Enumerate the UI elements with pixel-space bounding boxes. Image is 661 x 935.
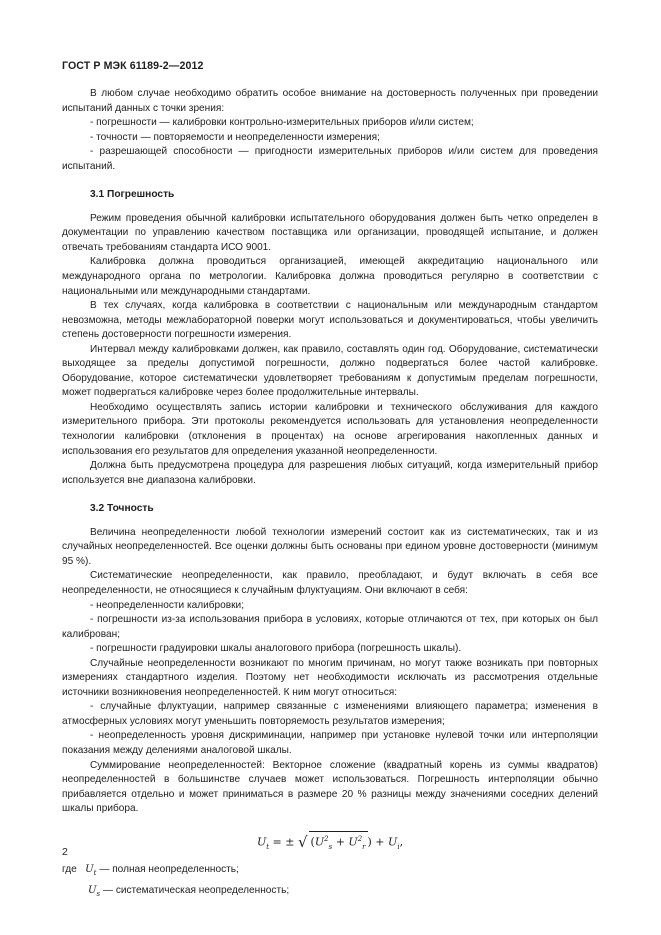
- list-item: - погрешности градуировки шкалы аналогового прибора (погрешность шкалы).: [90, 643, 462, 655]
- intro-item: - точности — повторяемости и неопределенности измерения;: [90, 131, 380, 143]
- formula-term2: U: [348, 835, 358, 849]
- page-number: 2: [62, 846, 68, 858]
- formula-end: ,: [399, 835, 404, 849]
- formula-term1-sup: 2: [324, 834, 329, 843]
- intro-item: - погрешности — калибровки контрольно-измерительных приборов и/или систем;: [90, 117, 474, 129]
- section-heading-3-2: 3.2 Точность: [90, 503, 154, 515]
- list-item: - случайные флуктуации, например связанные с изменениями влияющего параметра; изменения в атмосферных условиях могут уменьшить повторяемость результатов измерения;: [62, 701, 598, 727]
- formula-term1-sub: s: [328, 842, 333, 851]
- section-heading-3-1: 3.1 Погрешность: [90, 189, 175, 201]
- paragraph: Интервал между калибровками должен, как правило, составлять один год. Оборудование, систематически выходящее за пределы допустимой погрешности, должно подвергаться более частой калибровке. Оборудование, которое систематически удовлетворяет требованиям к допустимым пределам погрешности, может подвергаться калибровке через более продолжительные интервалы.: [62, 343, 598, 399]
- sqrt-icon: √: [297, 833, 308, 852]
- definition-text: — систематическая неопределенность;: [102, 885, 290, 897]
- where-definition: [88, 884, 598, 902]
- document-header: ГОСТ Р МЭК 61189-2—2012: [62, 60, 204, 72]
- paragraph: В тех случаях, когда калибровка в соответствии с национальным или международным стандартом невозможна, методы межлабораторной поверки могут использоваться и документироваться, чтобы увеличить степень достоверности погрешности измерения.: [62, 300, 598, 341]
- paragraph: Суммирование неопределенностей: Векторное сложение (квадратный корень из суммы квадратов) неопределенностей в большинстве случаев может использоваться. Погрешность интерполяции обычно прибавляется отдельно и может приниматься в размере 20 % разницы между значениями соседних делений шкалы прибора.: [62, 759, 598, 815]
- paragraph: Должна быть предусмотрена процедура для разрешения любых ситуаций, когда измерительный прибор используется вне диапазона калибровки.: [62, 460, 598, 486]
- formula-term2-sup: 2: [357, 834, 363, 843]
- definition-text: — полная неопределенность;: [99, 863, 239, 875]
- intro-item: - разрешающей способности — пригодности измерительных приборов и/или систем для проведения испытаний.: [62, 146, 598, 172]
- formula-plus: +: [335, 835, 345, 849]
- formula-radicand: ($U^2_s + U^2_r$: [309, 831, 368, 854]
- document-body: [62, 87, 598, 902]
- uncertainty-formula: [62, 831, 598, 853]
- formula-term1: U: [314, 835, 325, 849]
- where-definition: [62, 863, 598, 881]
- where-label: где: [62, 863, 77, 875]
- list-item: - неопределенности калибровки;: [90, 599, 244, 611]
- paragraph: Калибровка должна проводиться организацией, имеющей аккредитацию национального или международного органа по метрологии. Калибровка должна проводиться регулярно в соответствии с национальными или международными стандартами.: [62, 256, 598, 297]
- definition-symbol-sub: t: [93, 868, 97, 877]
- definition-symbol: U: [88, 885, 97, 897]
- paragraph: Величина неопределенности любой технологии измерений состоит как из систематических, так и из случайных неопределенностей. Все оценки должны быть основаны при едином уровне достоверности (минимум 95 %).: [62, 526, 598, 567]
- definition-symbol-sub: s: [96, 890, 101, 899]
- definition-symbol: U: [85, 863, 94, 875]
- formula-lhs-sub: t: [266, 842, 270, 851]
- formula-term2-sub: r: [362, 842, 366, 851]
- paragraph: Режим проведения обычной калибровки испытательного оборудования должен быть четко определен в документации по управлению качеством поставщика или организации, проводящей испытание, и должен отвечать требованиям стандарта ИСО 9001.: [62, 212, 598, 253]
- intro-paragraph: В любом случае необходимо обратить особое внимание на достоверность полученных при проведении испытаний данных с точки зрения:: [62, 88, 598, 114]
- formula-lhs: U: [256, 835, 267, 849]
- list-item: - погрешности из-за использования прибора в условиях, которые отличаются от тех, при которых он был калиброван;: [62, 614, 598, 640]
- list-item: - неопределенность уровня дискриминации, например при установке нулевой точки или интерполяции показания между делениями аналоговой шкалы.: [62, 730, 598, 756]
- paragraph: Необходимо осуществлять запись истории калибровки и технического обслуживания для каждого измерительного прибора. Эти протоколы рекомендуется использовать для установления неопределенности технологии калибровки (отклонения в процентах) на основе агрегирования накопленных данных и использования его результатов для определения указанной неопределенности.: [62, 401, 598, 457]
- formula-eq: = ±: [272, 835, 295, 849]
- formula-term3-sub: i: [397, 842, 400, 851]
- paragraph: Систематические неопределенности, как правило, преобладают, и будут включать в себя все неопределенности, не относящиеся к случайным флуктуациям. Они включают в себя:: [62, 570, 598, 596]
- formula-plus2: ) +: [367, 835, 389, 849]
- formula-term3: U: [388, 835, 398, 849]
- paragraph: Случайные неопределенности возникают по многим причинам, но могут также возникать при повторных измерениях стандартного изделия. Поэтому нет необходимости исключать из рассмотрения отдельные источники возникновения неопределенностей. К ним могут относиться:: [62, 657, 598, 698]
